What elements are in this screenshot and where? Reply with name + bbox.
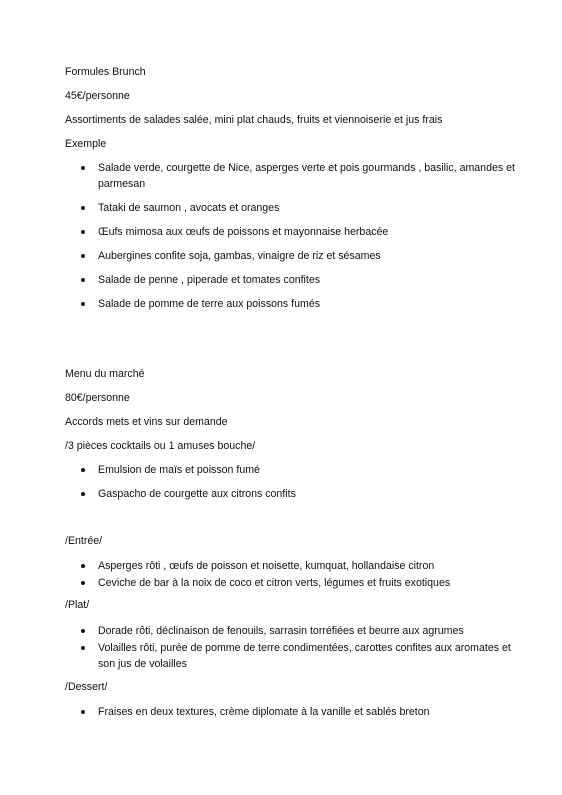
brunch-item: Salade de pomme de terre aux poissons fumés (98, 298, 321, 310)
brunch-description: Assortiments de salades salée, mini plat chauds, fruits et viennoiserie et jus frais (65, 114, 443, 126)
bullet-icon (81, 230, 85, 234)
bullet-icon (81, 302, 85, 306)
cocktail-item: Gaspacho de courgette aux citrons confits (98, 488, 296, 500)
brunch-item: Salade verde, courgette de Nice, asperges verte et pois gourmands , basilic, amandes et parmesan (98, 162, 515, 190)
cocktail-item: Emulsion de maïs et poisson fumé (98, 464, 260, 476)
entree-label: /Entrée/ (65, 535, 103, 547)
dessert-label: /Dessert/ (65, 681, 108, 693)
marche-pairing: Accords mets et vins sur demande (65, 416, 228, 428)
brunch-price: 45€/personne (65, 90, 130, 102)
brunch-item: Aubergines confite soja, gambas, vinaigre de riz et sésames (98, 250, 381, 262)
bullet-icon (81, 581, 85, 585)
bullet-icon (81, 278, 85, 282)
entree-item: Ceviche de bar à la noix de coco et citron verts, légumes et fruits exotiques (98, 577, 451, 589)
brunch-item: Œufs mimosa aux œufs de poissons et mayonnaise herbacée (98, 226, 389, 238)
brunch-example-label: Exemple (65, 138, 107, 150)
bullet-icon (81, 710, 85, 714)
bullet-icon (81, 206, 85, 210)
brunch-title: Formules Brunch (65, 66, 146, 78)
plat-item: Dorade rôti, déclinaison de fenouils, sarrasin torréfiées et beurre aux agrumes (98, 625, 464, 637)
dessert-item: Fraises en deux textures, crème diplomate à la vanille et sablés breton (98, 706, 430, 718)
marche-price: 80€/personne (65, 392, 130, 404)
entree-item: Asperges rôti , œufs de poisson et noisette, kumquat, hollandaise citron (98, 560, 435, 572)
plat-label: /Plat/ (65, 599, 90, 611)
bullet-icon (81, 629, 85, 633)
cocktail-label: /3 pièces cocktails ou 1 amuses bouche/ (65, 440, 256, 452)
bullet-icon (81, 254, 85, 258)
bullet-icon (81, 492, 85, 496)
marche-title: Menu du marché (65, 368, 145, 380)
brunch-item: Tataki de saumon , avocats et oranges (98, 202, 280, 214)
brunch-item: Salade de penne , piperade et tomates confites (98, 274, 321, 286)
bullet-icon (81, 166, 85, 170)
plat-item: Volailles rôti, purée de pomme de terre condimentées, carottes confites aux aromates et son jus de volailles (98, 642, 511, 670)
bullet-icon (81, 646, 85, 650)
bullet-icon (81, 468, 85, 472)
bullet-icon (81, 564, 85, 568)
